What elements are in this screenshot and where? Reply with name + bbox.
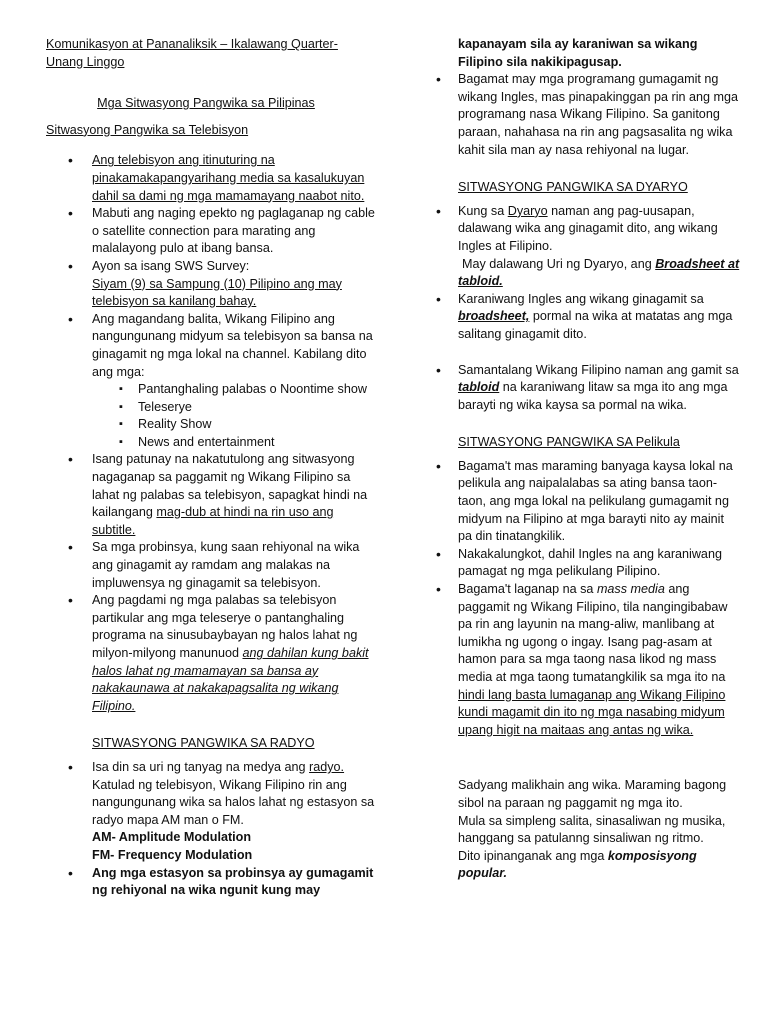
list-item: ▪ Teleserye bbox=[92, 399, 376, 417]
list-item: • Bagama't laganap na sa mass media ang paggamit ng Wikang Filipino, tila nangingibabaw pa rin ang layunin na mang-aliw, manlibang at lumikha ng ugong o ingay. Isang pag-asam at hamon para sa mga taong nasa likod ng mass media at mga taong tumatangkilik sa mga ito na hindi lang basta lumaganap ang Wikang Filipino kundi magamit din ito ng mga nasabing midyum upang higit na maitaas ang antas ng wika. bbox=[458, 581, 740, 739]
list-item: • Ayon sa isang SWS Survey: Siyam (9) sa Sampung (10) Pilipino ang may telebisyon sa kanilang bahay. bbox=[46, 258, 376, 311]
radyo-bullets-continued bbox=[458, 71, 740, 159]
list-item: • Ang telebisyon ang itinuturing na pinakamakapangyarihang media sa kasalukuyan dahil sa dami ng mga mamamayang naabot nito. bbox=[46, 152, 376, 205]
section-heading-pelikula: SITWASYONG PANGWIKA SA Pelikula bbox=[458, 435, 680, 450]
list-item: • Samantalang Wikang Filipino naman ang gamit sa tabloid na karaniwang litaw sa mga ito ang mga barayti ng wika kaysa sa pormal na wika. bbox=[458, 362, 740, 415]
list-item: • Ang mga estasyon sa probinsya ay gumagamit ng rehiyonal na wika ngunit kung may bbox=[46, 865, 376, 900]
list-item: • Ang magandang balita, Wikang Filipino ang nangungunang midyum sa telebisyon sa bansa na ginagamit ng mga lokal na channel. Kabilang dito ang mga: ▪ Pantanghaling palabas o Noontime show ▪ Teleserye ▪ Reality Show ▪ News and entertainment bbox=[46, 311, 376, 452]
document-title: Komunikasyon at Pananaliksik – Ikalawang Quarter- Unang Linggo bbox=[46, 37, 338, 69]
section-heading-dyaryo: SITWASYONG PANGWIKA SA DYARYO bbox=[458, 180, 688, 195]
section-heading-radyo: SITWASYONG PANGWIKA SA RADYO bbox=[92, 736, 315, 751]
list-item: • Nakakalungkot, dahil Ingles na ang karaniwang pamagat ng mga pelikulang Pilipino. bbox=[458, 546, 740, 581]
list-item: • Mabuti ang naging epekto ng paglaganap ng cable o satellite connection para marating ang malalayong pulo at ibang bansa. bbox=[46, 205, 376, 258]
list-item: ▪ Reality Show bbox=[92, 416, 376, 434]
section-heading-telebisyon: Sitwasyong Pangwika sa Telebisyon bbox=[46, 122, 249, 137]
list-item: • Karaniwang Ingles ang wikang ginagamit sa broadsheet, pormal na wika at matatas ang mga salitang ginagamit dito. bbox=[458, 291, 740, 344]
radyo-bullets bbox=[46, 759, 376, 900]
right-column bbox=[458, 36, 740, 883]
closing-paragraph: Sadyang malikhain ang wika. Maraming bagong sibol na paraan ng paggamit ng mga ito. Mula sa simpleng salita, sinasaliwan ng musika, hanggang sa patulanng sinsaliwan ng ritmo. Dito ipinanganak ang mga komposisyong popular. bbox=[458, 778, 727, 881]
list-item: • Bagamat may mga programang gumagamit ng wikang Ingles, mas pinapakinggan pa rin ang mga programang nasa Wikang Filipino. Sa ganitong paraan, nahahasa na rin ang pagsasalita ng wika kahit sila man ay nasa rehiyonal na lugar. bbox=[458, 71, 740, 159]
program-types-list bbox=[92, 381, 376, 451]
list-item: • Isang patunay na nakatutulong ang sitwasyong nagaganap sa paggamit ng Wikang Filipino sa lahat ng palabas sa telebisyon, sapagkat hindi na kailangang mag-dub at hindi na rin uso ang subtitle. bbox=[46, 451, 376, 539]
list-item: • Bagama't mas maraming banyaga kaysa lokal na pelikula ang naipalalabas sa ating bansa taon-taon, ang mga lokal na pelikulang gumagamit ng midyum na Filipino at mga barayti nito ay mainit pa din tinatangkilik. bbox=[458, 458, 740, 546]
left-column bbox=[46, 36, 376, 900]
list-item: ▪ News and entertainment bbox=[92, 434, 376, 452]
telebisyon-bullets bbox=[46, 152, 376, 715]
continued-text: kapanayam sila ay karaniwan sa wikang Filipino sila nakikipagusap. bbox=[458, 37, 698, 69]
dyaryo-bullets bbox=[458, 203, 740, 415]
pelikula-bullets bbox=[458, 458, 740, 740]
document-subtitle: Mga Sitwasyong Pangwika sa Pilipinas bbox=[97, 96, 315, 111]
list-item: ▪ Pantanghaling palabas o Noontime show bbox=[92, 381, 376, 399]
list-item: • Ang pagdami ng mga palabas sa telebisyon partikular ang mga teleserye o pantanghaling programa na sinusubaybayan ng halos lahat ng milyon-milyong manunuod ang dahilan kung bakit halos lahat ng mamamayan sa bansa ay nakakaunawa at nakakapagsalita ng wikang Filipino. bbox=[46, 592, 376, 715]
list-item: • Sa mga probinsya, kung saan rehiyonal na wika ang ginagamit ay ramdam ang malakas na impluwensya ng ginagamit sa telebisyon. bbox=[46, 539, 376, 592]
list-item: • Kung sa Dyaryo naman ang pag-uusapan, dalawang wika ang ginagamit dito, ang wikang Ingles at Filipino. May dalawang Uri ng Dyaryo, ang Broadsheet at tabloid. bbox=[458, 203, 740, 291]
list-item: • Isa din sa uri ng tanyag na medya ang radyo. Katulad ng telebisyon, Wikang Filipino rin ang nangungunang wika sa halos lahat ng estasyon sa radyo mapa AM man o FM. AM- Amplitude Modulation FM- Frequency Modulation bbox=[46, 759, 376, 865]
